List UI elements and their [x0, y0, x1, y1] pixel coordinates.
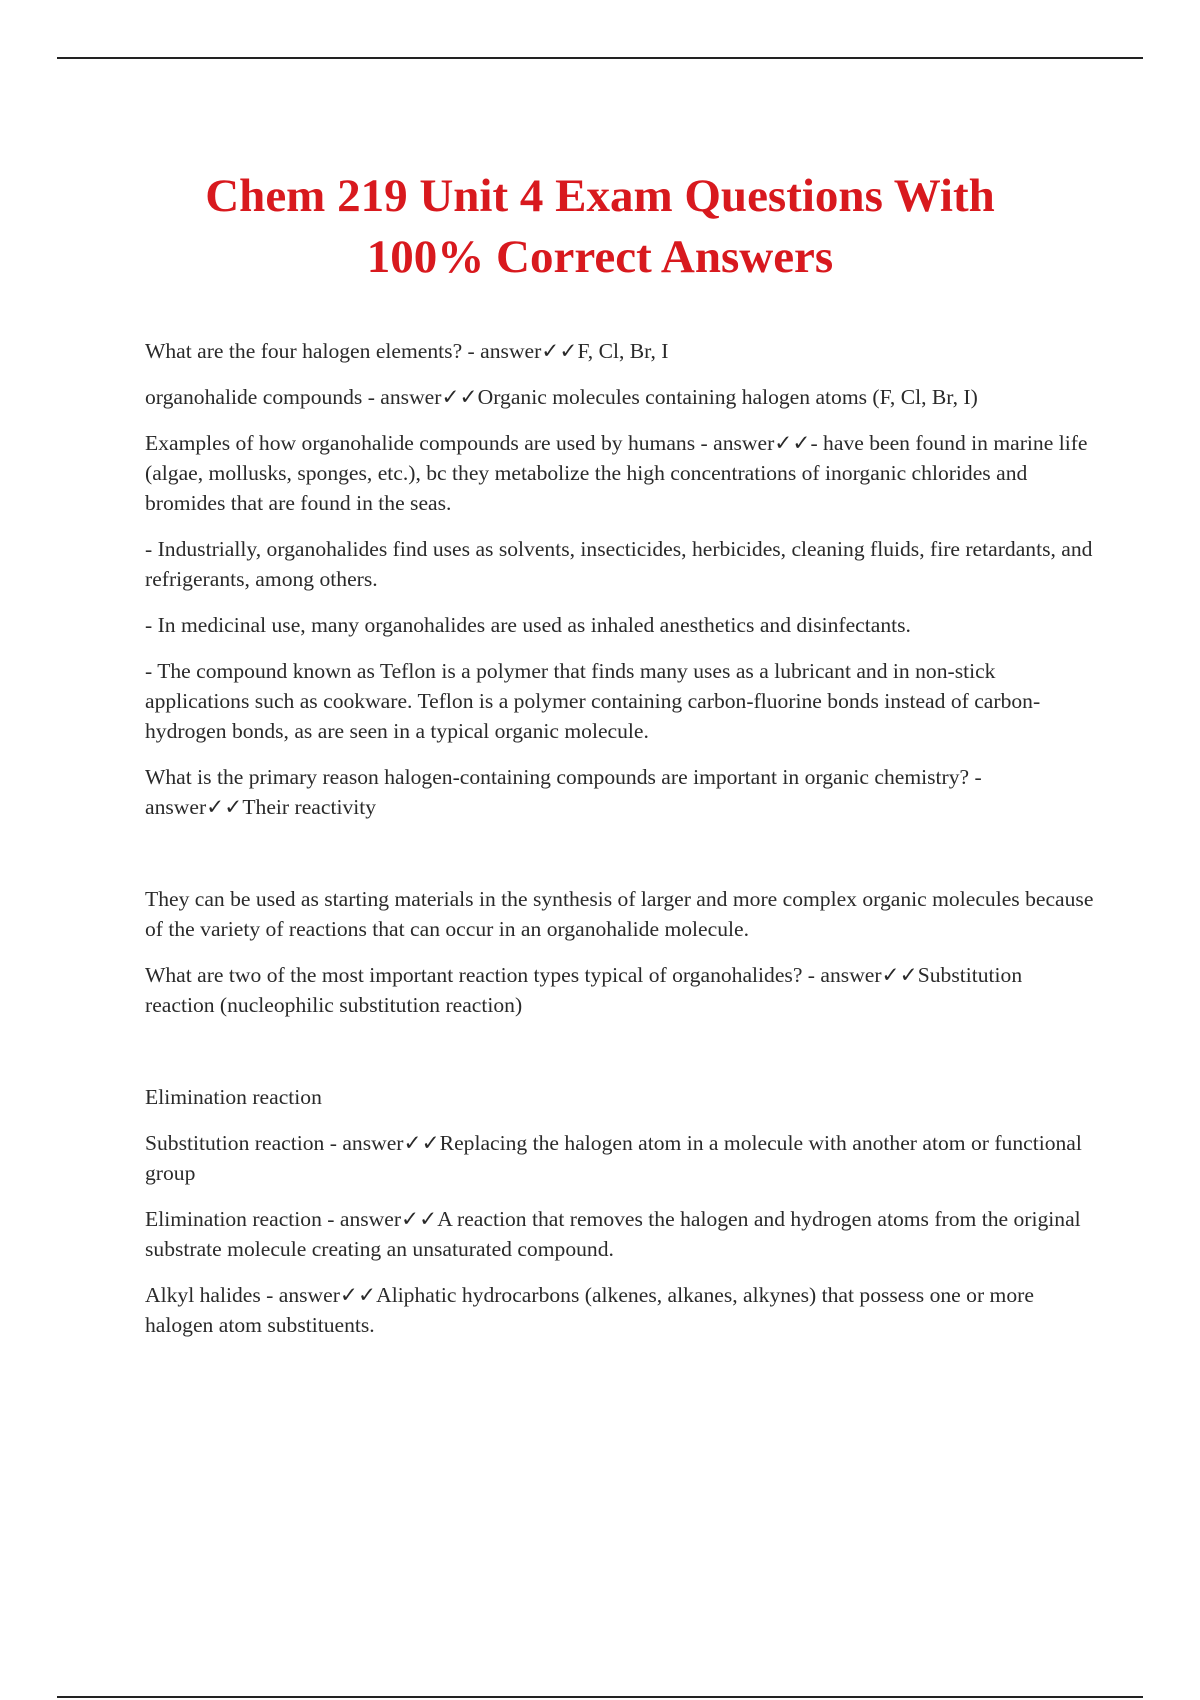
paragraph-industrial-uses: - Industrially, organohalides find uses as solvents, insecticides, herbicides, cleaning fluids, fire retardants, and refrigerants, among others.: [145, 537, 1093, 591]
answer-marker: answer✓✓: [339, 1207, 438, 1231]
qa-organohalide-compounds: [145, 382, 1095, 412]
answer-text: Substitution reaction (nucleophilic substitution reaction): [145, 963, 1023, 1017]
question-text: What is the primary reason halogen-containing compounds are important in organic chemistry? -: [145, 765, 982, 789]
qa-organohalide-uses: [145, 428, 1095, 518]
title-line-1: Chem 219 Unit 4 Exam Questions With: [205, 170, 995, 222]
question-text: Examples of how organohalide compounds are used by humans -: [145, 431, 714, 455]
answer-text: F, Cl, Br, I: [577, 339, 669, 363]
answer-marker: answer✓✓: [713, 431, 811, 455]
qa-four-halogens: [145, 336, 1095, 366]
question-text: Substitution reaction -: [145, 1131, 343, 1155]
bottom-rule: [57, 1696, 1143, 1698]
paragraph-teflon: - The compound known as Teflon is a polymer that finds many uses as a lubricant and in non-stick applications such as cookware. Teflon is a polymer containing carbon-fluorine bonds instead of carbon-hydrogen bonds, as are seen in a typical organic molecule.: [145, 659, 1041, 743]
answer-text: A reaction that removes the halogen and hydrogen atoms from the original substrate molecule creating an unsaturated compound.: [145, 1207, 1081, 1261]
answer-marker: answer✓✓: [145, 795, 243, 819]
paragraph-medicinal-uses: - In medicinal use, many organohalides are used as inhaled anesthetics and disinfectants.: [145, 613, 911, 637]
answer-text: Their reactivity: [242, 795, 377, 819]
answer-marker: answer✓✓: [820, 963, 918, 987]
answer-marker: answer✓✓: [380, 385, 478, 409]
question-text: What are the four halogen elements? -: [145, 339, 481, 363]
document-title: [100, 166, 1100, 288]
qa-alkyl-halides: [145, 1280, 1095, 1340]
answer-text: Aliphatic hydrocarbons (alkenes, alkanes, alkynes) that possess one or more halogen atom substituents.: [145, 1283, 1034, 1337]
answer-text: Organic molecules containing halogen atoms (F, Cl, Br, I): [477, 385, 978, 409]
answer-text: - have been found in marine life (algae, mollusks, sponges, etc.), bc they metabolize the high concentrations of inorganic chlorides and bromides that are found in the seas.: [145, 431, 1088, 515]
answer-text: Replacing the halogen atom in a molecule with another atom or functional group: [145, 1131, 1082, 1185]
qa-reaction-types: [145, 960, 1095, 1020]
qa-primary-reason: [145, 762, 1095, 822]
question-text: Elimination reaction -: [145, 1207, 340, 1231]
answer-marker: answer✓✓: [480, 339, 578, 363]
title-line-2: 100% Correct Answers: [366, 231, 834, 283]
answer-marker: answer✓✓: [342, 1131, 440, 1155]
question-text: organohalide compounds -: [145, 385, 381, 409]
question-text: What are two of the most important reaction types typical of organohalides? -: [145, 963, 821, 987]
answer-marker: answer✓✓: [278, 1283, 377, 1307]
qa-substitution-reaction: [145, 1128, 1095, 1188]
top-rule: [57, 57, 1143, 59]
paragraph-starting-materials: They can be used as starting materials in the synthesis of larger and more complex organic molecules because of the variety of reactions that can occur in an organohalide molecule.: [145, 887, 1094, 941]
qa-elimination-reaction: [145, 1204, 1095, 1264]
question-text: Alkyl halides -: [145, 1283, 279, 1307]
paragraph-elimination-reaction: Elimination reaction: [145, 1085, 322, 1109]
document-body: [145, 336, 1095, 1340]
